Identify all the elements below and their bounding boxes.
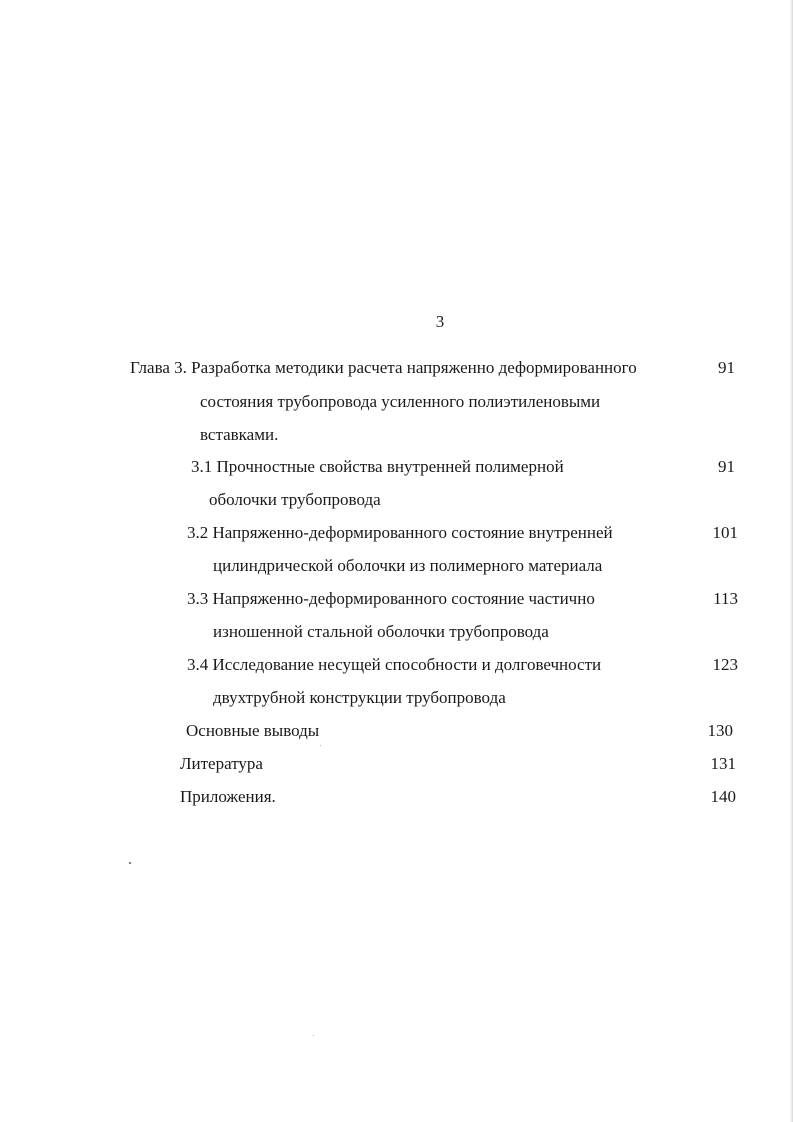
toc-entry-title-line: Основные выводы: [186, 721, 320, 740]
toc-entry-title-line: Приложения.: [180, 787, 276, 806]
toc-entry-page: 101: [712, 523, 738, 542]
toc-entry-title-line: 3.1 Прочностные свойства внутренней полимерной: [191, 457, 564, 476]
toc-entry-title-line: 3.4 Исследование несущей способности и долговечности: [187, 655, 602, 674]
toc-entry-page: 130: [707, 721, 733, 740]
toc-entry-title-line: оболочки трубопровода: [209, 490, 381, 509]
toc-entry-title-line: Литература: [180, 754, 263, 773]
toc-entry-page: 91: [718, 358, 735, 377]
toc-entry-page: 123: [712, 655, 738, 674]
toc-entry-page: 140: [710, 787, 736, 806]
toc-entry-page: 113: [713, 589, 738, 608]
toc-entry-title-line: 3.3 Напряженно-деформированного состояние частично: [187, 589, 595, 608]
scan-speck: [129, 862, 131, 864]
page-number: 3: [435, 312, 445, 331]
scan-speck: [313, 1035, 314, 1036]
toc-entry-title-line: изношенной стальной оболочки трубопровода: [213, 622, 549, 641]
toc-entry-page: 131: [710, 754, 736, 773]
toc-entry-title-line: вставками.: [200, 425, 279, 444]
toc-entry-page: 91: [718, 457, 735, 476]
scan-speck: [320, 745, 321, 746]
toc-entry-title-line: цилиндрической оболочки из полимерного материала: [213, 556, 603, 575]
toc-entry-title-line: двухтрубной конструкции трубопровода: [213, 688, 506, 707]
toc-entry-title-line: Глава 3. Разработка методики расчета напряженно деформированного: [130, 358, 637, 377]
toc-entry-title-line: состояния трубопровода усиленного полиэтиленовыми: [200, 392, 601, 411]
toc-entry-title-line: 3.2 Напряженно-деформированного состояние внутренней: [187, 523, 613, 542]
